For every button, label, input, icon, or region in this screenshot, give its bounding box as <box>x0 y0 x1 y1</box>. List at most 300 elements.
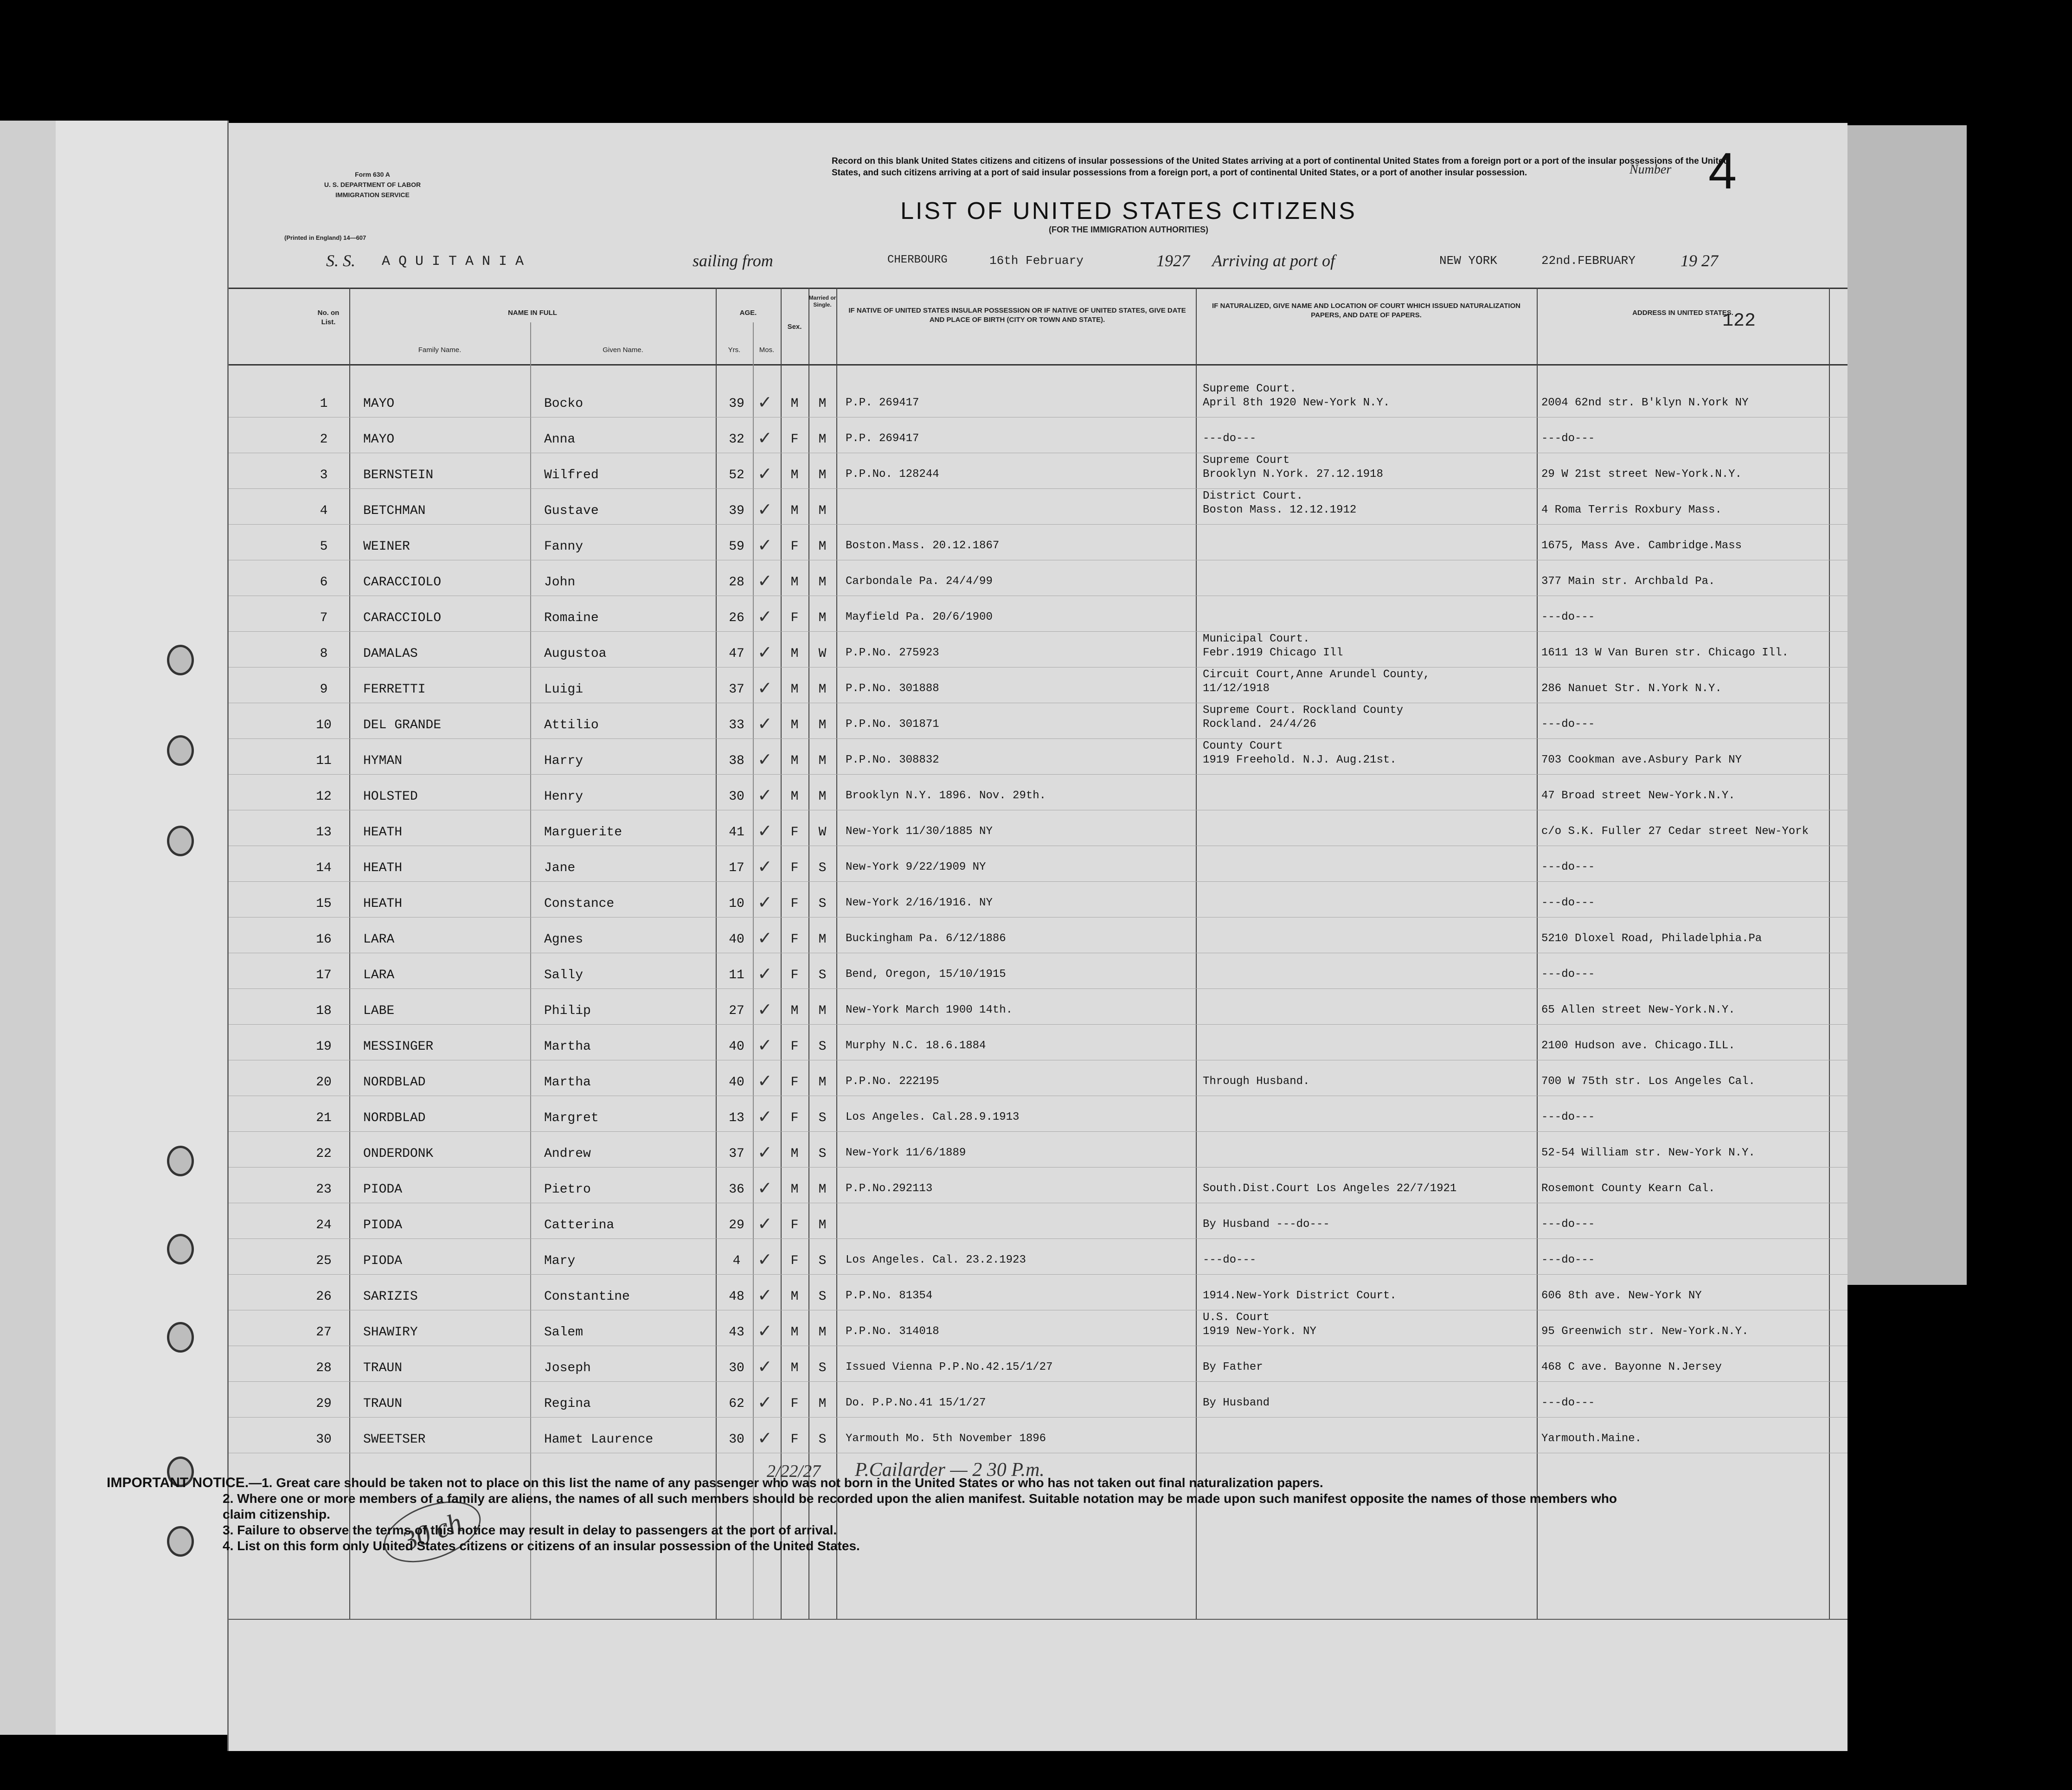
cell-ms: M <box>818 397 827 411</box>
cell-addr: 1611 13 W Van Buren str. Chicago Ill. <box>1541 647 1789 659</box>
cell-nat2: 1919 New-York. NY <box>1203 1325 1316 1338</box>
checkmark-icon: ✓ <box>757 392 772 412</box>
cell-given: Agnes <box>544 932 584 947</box>
cell-nat1: U.S. Court <box>1203 1311 1270 1324</box>
cell-sex: F <box>790 1432 799 1447</box>
cell-addr: Rosemont County Kearn Cal. <box>1541 1182 1715 1195</box>
list-number: 4 <box>1708 142 1737 199</box>
cell-birth: P.P.No. 301871 <box>846 718 939 731</box>
cell-family: PIODA <box>363 1182 403 1197</box>
cell-no: 13 <box>316 825 332 840</box>
checkmark-icon: ✓ <box>757 785 772 805</box>
cell-sex: F <box>790 1111 799 1125</box>
cell-addr: Yarmouth.Maine. <box>1541 1432 1642 1445</box>
cell-sex: M <box>790 754 799 768</box>
notice-item-3: 3. Failure to observe the terms of this notice may result in delay to passengers at the port of arrival. <box>223 1523 837 1537</box>
cell-birth: Murphy N.C. 18.6.1884 <box>846 1039 986 1052</box>
checkmark-icon: ✓ <box>757 428 772 448</box>
col-rule <box>716 288 717 1619</box>
cell-age: 33 <box>729 718 744 732</box>
ship-name: AQUITANIA <box>382 254 532 269</box>
col-rule <box>1829 288 1830 1619</box>
cell-age: 41 <box>729 825 744 840</box>
cell-birth: P.P. 269417 <box>846 397 919 409</box>
cell-addr: ---do--- <box>1541 968 1595 981</box>
checkmark-icon: ✓ <box>757 821 772 841</box>
row-rule <box>229 1024 1847 1025</box>
cell-sex: F <box>790 432 799 447</box>
cell-addr: 700 W 75th str. Los Angeles Cal. <box>1541 1075 1755 1088</box>
cell-ms: M <box>818 932 827 947</box>
ship-prefix: S. S. <box>326 251 355 270</box>
cell-addr: 703 Cookman ave.Asbury Park NY <box>1541 754 1742 766</box>
cell-addr: ---do--- <box>1541 1218 1595 1231</box>
cell-family: ONDERDONK <box>363 1147 434 1161</box>
cell-sex: F <box>790 1254 799 1268</box>
cell-ms: M <box>818 539 827 554</box>
cell-age: 36 <box>729 1182 744 1197</box>
cell-sex: M <box>790 1182 799 1197</box>
cell-addr: 286 Nanuet Str. N.York N.Y. <box>1541 682 1722 695</box>
cell-given: Jane <box>544 861 576 875</box>
cell-nat2: South.Dist.Court Los Angeles 22/7/1921 <box>1203 1182 1457 1195</box>
cell-family: PIODA <box>363 1218 403 1232</box>
sailing-from-label: sailing from <box>693 251 773 270</box>
cell-given: Catterina <box>544 1218 615 1232</box>
cell-sex: M <box>790 789 799 804</box>
cell-no: 18 <box>316 1004 332 1018</box>
cell-family: HEATH <box>363 825 403 840</box>
row-rule <box>229 1417 1847 1418</box>
cell-no: 22 <box>316 1147 332 1161</box>
col-head-given: Given Name. <box>603 346 643 354</box>
cell-family: DAMALAS <box>363 647 418 661</box>
cell-given: Augustoa <box>544 647 607 661</box>
cell-given: Hamet Laurence <box>544 1432 654 1447</box>
cell-sex: M <box>790 647 799 661</box>
cell-sex: M <box>790 397 799 411</box>
cell-family: MAYO <box>363 432 395 447</box>
checkmark-icon: ✓ <box>757 999 772 1020</box>
cell-given: Mary <box>544 1254 576 1268</box>
cell-addr: 606 8th ave. New-York NY <box>1541 1290 1702 1302</box>
cell-age: 37 <box>729 682 744 697</box>
cell-age: 38 <box>729 754 744 768</box>
cell-family: BETCHMAN <box>363 504 426 518</box>
cell-sex: M <box>790 1004 799 1018</box>
cell-addr: 1675, Mass Ave. Cambridge.Mass <box>1541 539 1742 552</box>
cell-nat1: Supreme Court. <box>1203 383 1296 395</box>
cell-given: Marguerite <box>544 825 622 840</box>
cell-given: Martha <box>544 1039 591 1054</box>
cell-family: LARA <box>363 968 395 982</box>
cell-ms: M <box>818 1218 827 1232</box>
col-head-name: NAME IN FULL <box>508 309 557 317</box>
cell-no: 3 <box>320 468 328 482</box>
cell-ms: S <box>818 1290 827 1304</box>
checkmark-icon: ✓ <box>757 928 772 948</box>
table-rule-bottom <box>229 1619 1847 1620</box>
cell-family: CARACCIOLO <box>363 575 442 590</box>
cell-addr: 4 Roma Terris Roxbury Mass. <box>1541 504 1722 516</box>
cell-given: Luigi <box>544 682 584 697</box>
cell-ms: M <box>818 432 827 447</box>
cell-ms: M <box>818 468 827 482</box>
cell-given: Martha <box>544 1075 591 1090</box>
checkmark-icon: ✓ <box>757 606 772 627</box>
cell-family: CARACCIOLO <box>363 611 442 625</box>
col-head-yrs: Yrs. <box>728 346 741 354</box>
cell-family: HEATH <box>363 897 403 911</box>
cell-ms: M <box>818 1397 827 1411</box>
cell-nat2: 1914.New-York District Court. <box>1203 1290 1397 1302</box>
cell-given: Anna <box>544 432 576 447</box>
col-rule <box>781 288 782 1619</box>
cell-no: 16 <box>316 932 332 947</box>
cell-age: 39 <box>729 397 744 411</box>
cell-nat2: 11/12/1918 <box>1203 682 1270 695</box>
cell-no: 17 <box>316 968 332 982</box>
cell-sex: F <box>790 861 799 875</box>
cell-nat1: Supreme Court. Rockland County <box>1203 704 1404 717</box>
punch-hole <box>167 1322 194 1353</box>
col-head-age: AGE. <box>739 309 757 317</box>
cell-birth: P.P. 269417 <box>846 432 919 445</box>
cell-no: 7 <box>320 611 328 625</box>
cell-no: 27 <box>316 1325 332 1340</box>
cell-age: 13 <box>729 1111 744 1125</box>
cell-addr: 5210 Dloxel Road, Philadelphia.Pa <box>1541 932 1762 945</box>
cell-no: 10 <box>316 718 332 732</box>
cell-age: 37 <box>729 1147 744 1161</box>
cell-nat2: Through Husband. <box>1203 1075 1310 1088</box>
cell-nat2: By Husband ---do--- <box>1203 1218 1330 1231</box>
punch-hole <box>167 645 194 675</box>
cell-no: 23 <box>316 1182 332 1197</box>
cell-family: SARIZIS <box>363 1290 418 1304</box>
cell-sex: F <box>790 825 799 840</box>
cell-sex: F <box>790 539 799 554</box>
cell-sex: F <box>790 1397 799 1411</box>
row-rule <box>229 1238 1847 1239</box>
cell-given: Andrew <box>544 1147 591 1161</box>
cell-addr: 29 W 21st street New-York.N.Y. <box>1541 468 1742 481</box>
checkmark-icon: ✓ <box>757 535 772 555</box>
cell-age: 39 <box>729 504 744 518</box>
col-head-married: Married or Single. <box>808 295 836 308</box>
cell-age: 30 <box>729 789 744 804</box>
year-to: 19 27 <box>1681 251 1718 270</box>
checkmark-icon: ✓ <box>757 1428 772 1448</box>
cell-age: 28 <box>729 575 744 590</box>
checkmark-icon: ✓ <box>757 1285 772 1305</box>
row-rule <box>229 881 1847 882</box>
cell-sex: M <box>790 718 799 732</box>
form-identifier <box>321 169 423 200</box>
cell-sex: F <box>790 1218 799 1232</box>
cell-age: 59 <box>729 539 744 554</box>
cell-addr: 52-54 William str. New-York N.Y. <box>1541 1147 1755 1159</box>
cell-age: 11 <box>729 968 744 982</box>
cell-given: Joseph <box>544 1361 591 1375</box>
cell-addr: ---do--- <box>1541 1397 1595 1409</box>
cell-no: 2 <box>320 432 328 447</box>
cell-nat2: By Husband <box>1203 1397 1270 1409</box>
cell-ms: M <box>818 1004 827 1018</box>
cell-age: 30 <box>729 1432 744 1447</box>
department: U. S. DEPARTMENT OF LABOR <box>324 181 421 188</box>
page-number: 122 <box>1722 311 1756 332</box>
cell-family: LABE <box>363 1004 395 1018</box>
cell-birth: P.P.No. 308832 <box>846 754 939 766</box>
cell-nat1: Supreme Court <box>1203 454 1290 467</box>
checkmark-icon: ✓ <box>757 1106 772 1127</box>
cell-no: 6 <box>320 575 328 590</box>
cell-ms: M <box>818 611 827 625</box>
cell-no: 15 <box>316 897 332 911</box>
form-number: Form 630 A <box>355 171 390 178</box>
cell-birth: P.P.No. 275923 <box>846 647 939 659</box>
punch-hole <box>167 826 194 856</box>
checkmark-icon: ✓ <box>757 1249 772 1270</box>
cell-birth: Carbondale Pa. 24/4/99 <box>846 575 993 588</box>
margin-note: 30 ch <box>376 1489 489 1574</box>
cell-ms: W <box>818 825 827 840</box>
cell-age: 30 <box>729 1361 744 1375</box>
row-rule <box>229 1167 1847 1168</box>
cell-given: John <box>544 575 576 590</box>
cell-birth: Issued Vienna P.P.No.42.15/1/27 <box>846 1361 1053 1373</box>
cell-age: 40 <box>729 932 744 947</box>
important-notice <box>107 1475 1637 1554</box>
cell-no: 20 <box>316 1075 332 1090</box>
row-rule <box>229 1274 1847 1275</box>
checkmark-icon: ✓ <box>757 1321 772 1341</box>
cell-given: Harry <box>544 754 584 768</box>
cell-ms: M <box>818 754 827 768</box>
cell-no: 5 <box>320 539 328 554</box>
punch-hole <box>167 1234 194 1264</box>
cell-birth: New-York 11/6/1889 <box>846 1147 966 1159</box>
cell-no: 19 <box>316 1039 332 1054</box>
handwritten-date: 2/22/27 <box>767 1462 821 1481</box>
cell-addr: 2100 Hudson ave. Chicago.ILL. <box>1541 1039 1735 1052</box>
cell-family: FERRETTI <box>363 682 426 697</box>
cell-age: 29 <box>729 1218 744 1232</box>
col-rule <box>836 288 837 1619</box>
cell-no: 30 <box>316 1432 332 1447</box>
cell-age: 43 <box>729 1325 744 1340</box>
cell-birth: P.P.No. 81354 <box>846 1290 933 1302</box>
checkmark-icon: ✓ <box>757 1213 772 1234</box>
page-subtitle: (FOR THE IMMIGRATION AUTHORITIES) <box>1049 225 1208 234</box>
cell-nat2: Boston Mass. 12.12.1912 <box>1203 504 1357 516</box>
col-head-family: Family Name. <box>418 346 462 354</box>
date-to: 22nd.FEBRUARY <box>1541 254 1636 268</box>
cell-ms: M <box>818 789 827 804</box>
cell-ms: S <box>818 897 827 911</box>
cell-no: 8 <box>320 647 328 661</box>
cell-given: Attilio <box>544 718 599 732</box>
cell-nat1: Municipal Court. <box>1203 633 1310 645</box>
cell-given: Margret <box>544 1111 599 1125</box>
cell-sex: F <box>790 968 799 982</box>
cell-addr: 47 Broad street New-York.N.Y. <box>1541 789 1735 802</box>
cell-age: 10 <box>729 897 744 911</box>
cell-sex: F <box>790 1075 799 1090</box>
checkmark-icon: ✓ <box>757 678 772 698</box>
cell-no: 24 <box>316 1218 332 1232</box>
cell-ms: M <box>818 718 827 732</box>
cell-addr: 377 Main str. Archbald Pa. <box>1541 575 1715 588</box>
checkmark-icon: ✓ <box>757 571 772 591</box>
col-head-naturalized: IF NATURALIZED, GIVE NAME AND LOCATION OF COURT WHICH ISSUED NATURALIZATION PAPERS, AND DATE OF PAPERS. <box>1212 302 1520 319</box>
col-rule <box>753 322 754 1619</box>
header-rule-bottom <box>229 364 1847 366</box>
row-rule <box>229 631 1847 632</box>
cell-age: 47 <box>729 647 744 661</box>
cell-addr: 65 Allen street New-York.N.Y. <box>1541 1004 1735 1016</box>
cell-given: Romaine <box>544 611 599 625</box>
cell-ms: M <box>818 1325 827 1340</box>
handwritten-note: P.Cailarder — 2 30 P.m. <box>855 1459 1045 1481</box>
cell-birth: P.P.No. 314018 <box>846 1325 939 1338</box>
cell-age: 32 <box>729 432 744 447</box>
cell-birth: Buckingham Pa. 6/12/1886 <box>846 932 1006 945</box>
cell-age: 52 <box>729 468 744 482</box>
cell-sex: F <box>790 1039 799 1054</box>
notice-lead: IMPORTANT NOTICE. <box>107 1475 249 1490</box>
cell-ms: S <box>818 861 827 875</box>
punch-hole <box>167 1146 194 1176</box>
cell-family: NORDBLAD <box>363 1111 426 1125</box>
cell-age: 17 <box>729 861 744 875</box>
cell-family: HOLSTED <box>363 789 418 804</box>
cell-family: HYMAN <box>363 754 403 768</box>
row-rule <box>229 1381 1847 1382</box>
cell-birth: Boston.Mass. 20.12.1867 <box>846 539 1000 552</box>
cell-ms: W <box>818 647 827 661</box>
cell-birth: New-York 9/22/1909 NY <box>846 861 986 873</box>
cell-nat1: Circuit Court,Anne Arundel County, <box>1203 668 1430 681</box>
cell-family: MAYO <box>363 397 395 411</box>
cell-nat1: District Court. <box>1203 490 1303 502</box>
cell-family: PIODA <box>363 1254 403 1268</box>
cell-nat1: County Court <box>1203 740 1283 752</box>
cell-no: 25 <box>316 1254 332 1268</box>
row-rule <box>229 988 1847 989</box>
cell-family: DEL GRANDE <box>363 718 442 732</box>
cell-given: Sally <box>544 968 584 982</box>
cell-sex: M <box>790 1325 799 1340</box>
cell-nat2: Brooklyn N.York. 27.12.1918 <box>1203 468 1383 481</box>
cell-no: 12 <box>316 789 332 804</box>
col-rule <box>1196 288 1197 1619</box>
cell-given: Henry <box>544 789 584 804</box>
checkmark-icon: ✓ <box>757 749 772 770</box>
adjacent-page-strip <box>1846 125 1967 1285</box>
cell-nat2: ---do--- <box>1203 432 1257 445</box>
cell-ms: M <box>818 1075 827 1090</box>
printed-note: (Printed in England) 14—607 <box>284 234 366 241</box>
cell-birth: P.P.No. 128244 <box>846 468 939 481</box>
cell-age: 62 <box>729 1397 744 1411</box>
cell-addr: 95 Greenwich str. New-York.N.Y. <box>1541 1325 1749 1338</box>
cell-family: SWEETSER <box>363 1432 426 1447</box>
checkmark-icon: ✓ <box>757 713 772 734</box>
notice-item-2: 2. Where one or more members of a family are aliens, the names of all such members should be recorded upon the alien manifest. Suitable notation may be made upon such manifest opposite the names of those members who claim citizenship. <box>223 1491 1617 1521</box>
checkmark-icon: ✓ <box>757 1178 772 1198</box>
service: IMMIGRATION SERVICE <box>335 191 410 199</box>
cell-given: Salem <box>544 1325 584 1340</box>
cell-family: WEINER <box>363 539 410 554</box>
cell-age: 4 <box>732 1254 741 1268</box>
col-head-sex: Sex. <box>787 323 802 331</box>
header-notice: Record on this blank United States citizens and citizens of insular possessions of the United States arriving at a port of continental United States from a foreign port or a port of the insular possessions of the United States, and such citizens arriving at a port of said insular possessions from a foreign port, a port of continental United States, or a port of another insular possession. <box>832 156 1729 178</box>
cell-nat2: 1919 Freehold. N.J. Aug.21st. <box>1203 754 1397 766</box>
cell-sex: F <box>790 611 799 625</box>
cell-ms: M <box>818 682 827 697</box>
cell-no: 28 <box>316 1361 332 1375</box>
number-label: Number <box>1629 162 1672 177</box>
cell-nat2: By Father <box>1203 1361 1263 1373</box>
col-head-address: ADDRESS IN UNITED STATES. <box>1632 309 1733 317</box>
cell-given: Fanny <box>544 539 584 554</box>
row-rule <box>229 488 1847 489</box>
cell-ms: S <box>818 968 827 982</box>
cell-birth: Do. P.P.No.41 15/1/27 <box>846 1397 986 1409</box>
cell-no: 29 <box>316 1397 332 1411</box>
row-rule <box>229 524 1847 525</box>
header-rule-top <box>229 288 1847 289</box>
cell-sex: M <box>790 504 799 518</box>
cell-age: 40 <box>729 1039 744 1054</box>
checkmark-icon: ✓ <box>757 642 772 662</box>
checkmark-icon: ✓ <box>757 963 772 984</box>
cell-birth: New-York 11/30/1885 NY <box>846 825 993 838</box>
col-rule <box>808 288 809 1619</box>
cell-family: TRAUN <box>363 1361 403 1375</box>
col-head-mos: Mos. <box>759 346 775 354</box>
cell-addr: ---do--- <box>1541 1254 1595 1266</box>
cell-family: SHAWIRY <box>363 1325 418 1340</box>
cell-addr: ---do--- <box>1541 432 1595 445</box>
cell-nat2: Febr.1919 Chicago Ill <box>1203 647 1343 659</box>
cell-ms: S <box>818 1361 827 1375</box>
cell-given: Pietro <box>544 1182 591 1197</box>
checkmark-icon: ✓ <box>757 1356 772 1377</box>
checkmark-icon: ✓ <box>757 1142 772 1162</box>
cell-ms: S <box>818 1254 827 1268</box>
cell-birth: Mayfield Pa. 20/6/1900 <box>846 611 993 623</box>
cell-sex: M <box>790 682 799 697</box>
cell-given: Constance <box>544 897 615 911</box>
cell-sex: M <box>790 1147 799 1161</box>
cell-addr: ---do--- <box>1541 611 1595 623</box>
cell-sex: M <box>790 1290 799 1304</box>
cell-no: 9 <box>320 682 328 697</box>
cell-addr: ---do--- <box>1541 861 1595 873</box>
port-from: CHERBOURG <box>887 254 948 266</box>
cell-addr: ---do--- <box>1541 1111 1595 1123</box>
cell-addr: c/o S.K. Fuller 27 Cedar street New-York <box>1541 825 1809 838</box>
cell-family: HEATH <box>363 861 403 875</box>
cell-given: Bocko <box>544 397 584 411</box>
cell-birth: Los Angeles. Cal. 23.2.1923 <box>846 1254 1026 1266</box>
cell-ms: M <box>818 575 827 590</box>
cell-no: 4 <box>320 504 328 518</box>
cell-family: BERNSTEIN <box>363 468 434 482</box>
